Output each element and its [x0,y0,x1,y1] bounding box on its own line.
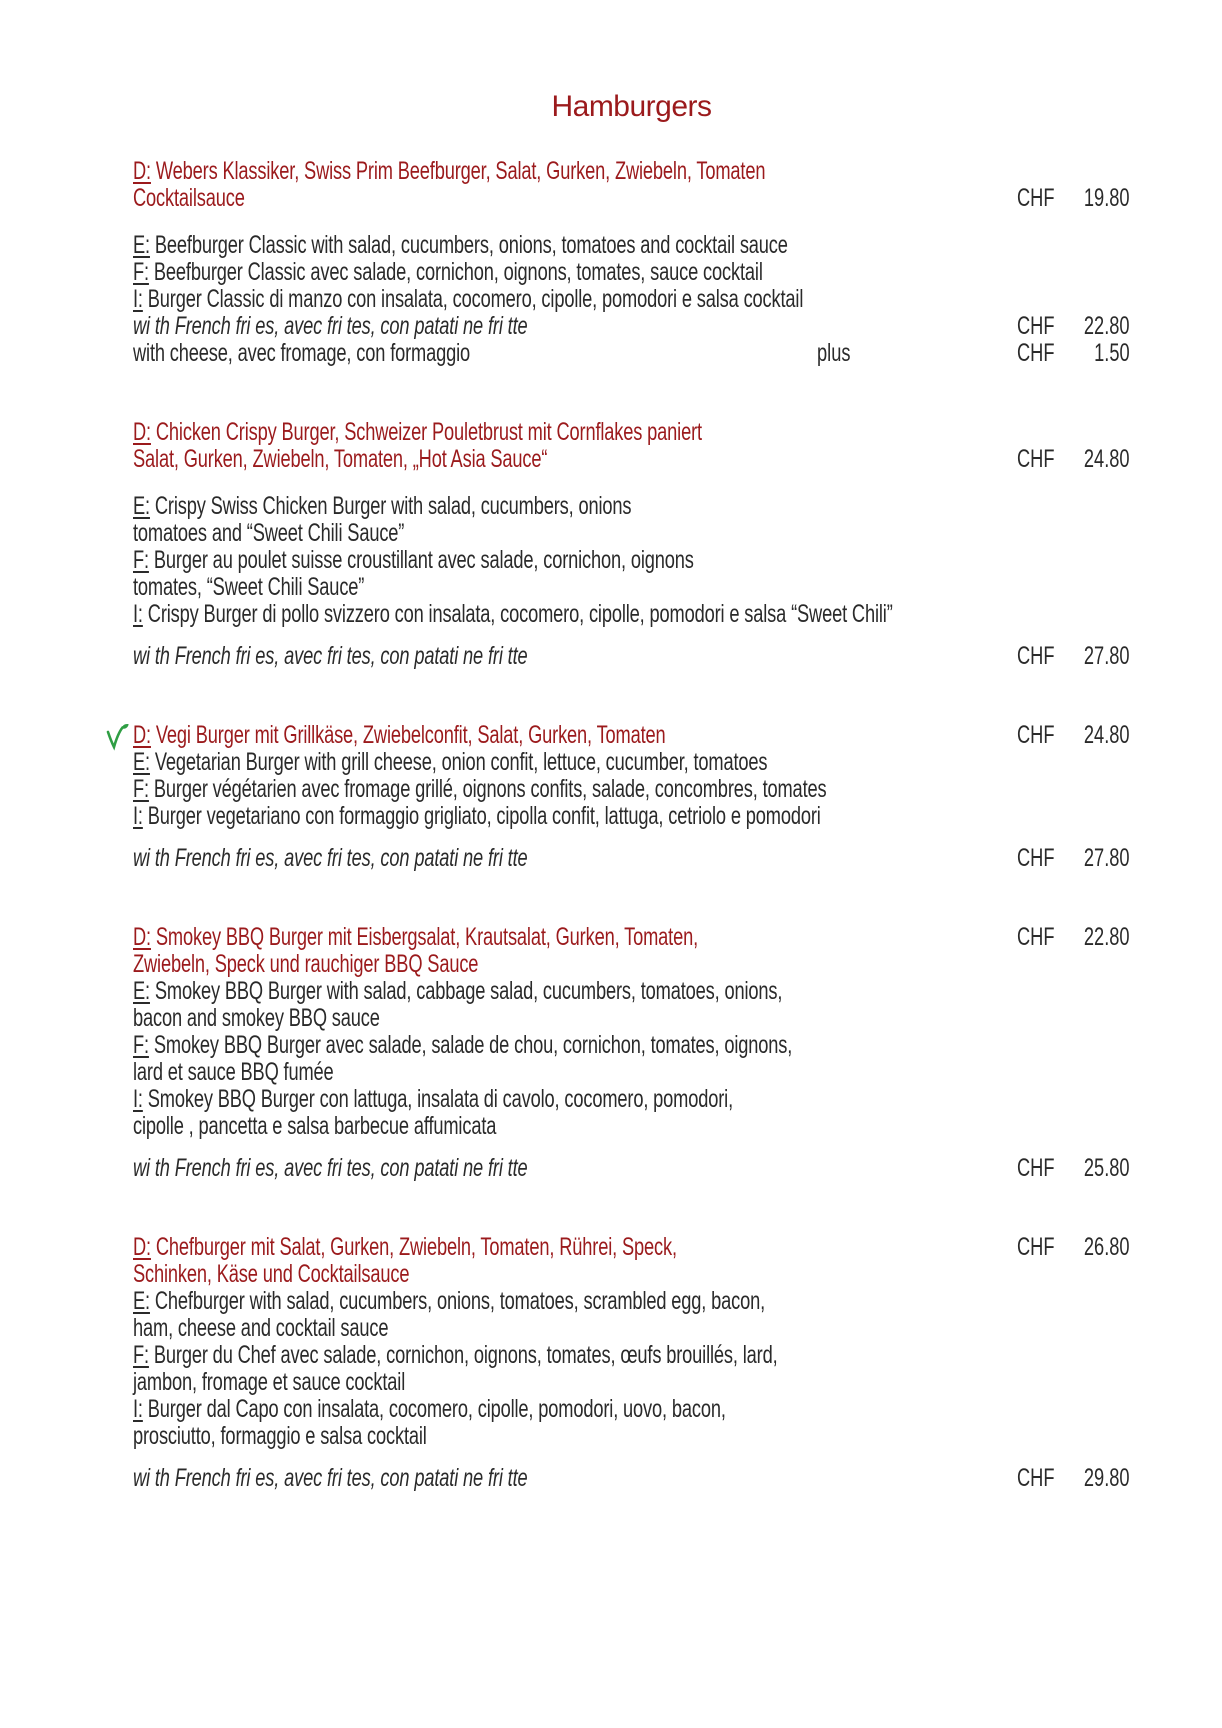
price-amount: 26.80 [1084,1233,1130,1261]
language-prefix: F: [133,775,149,803]
menu-line [133,574,1130,601]
menu-line [133,978,1130,1005]
menu-line-text: I: Crispy Burger di pollo svizzero con insalata, cocomero, cipolle, pomodori e salsa “Sweet Chili” [133,600,893,628]
language-prefix: E: [133,1287,150,1315]
spacer [133,830,1130,845]
spacer [133,628,1130,643]
menu-line [133,1342,1130,1369]
menu-line-text: Salat, Gurken, Zwiebeln, Tomaten, „Hot Asia Sauce“ [133,445,548,473]
currency-label: CHF [1017,312,1055,340]
menu-line [133,520,1130,547]
menu-line-text: D: Chefburger mit Salat, Gurken, Zwiebeln, Tomaten, Rührei, Speck, [133,1233,677,1261]
menu-line-text: wi th French fri es, avec fri tes, con patati ne fri tte [133,844,528,872]
menu-line [133,286,1130,313]
menu-item-2 [133,419,1130,670]
price-amount: 25.80 [1084,1154,1130,1182]
menu-line-text: wi th French fri es, avec fri tes, con patati ne fri tte [133,1464,528,1492]
language-prefix: D: [133,1233,151,1261]
menu-line-text: I: Burger Classic di manzo con insalata, cocomero, cipolle, pomodori e salsa cocktail [133,285,804,313]
menu-line-text: wi th French fri es, avec fri tes, con patati ne fri tte [133,312,528,340]
menu-line [133,1059,1130,1086]
menu-line-text: F: Smokey BBQ Burger avec salade, salade de chou, cornichon, tomates, oignons, [133,1031,793,1059]
currency-label: CHF [1017,642,1055,670]
menu-line [133,1465,1130,1492]
menu-line-text: Schinken, Käse und Cocktailsauce [133,1260,410,1288]
language-prefix: I: [133,600,143,628]
language-prefix: E: [133,492,150,520]
menu-line-text: Cocktailsauce [133,184,245,212]
menu-line [133,845,1130,872]
menu-line-text: jambon, fromage et sauce cocktail [133,1368,406,1396]
menu-line-text: D: Chicken Crispy Burger, Schweizer Pouletbrust mit Cornflakes paniert [133,418,702,446]
menu-line-text: E: Vegetarian Burger with grill cheese, onion confit, lettuce, cucumber, tomatoes [133,748,768,776]
menu-line [133,1086,1130,1113]
menu-line [133,259,1130,286]
price-amount: 22.80 [1084,923,1130,951]
menu-line [133,1369,1130,1396]
language-prefix: I: [133,802,143,830]
language-prefix: E: [133,977,150,1005]
currency-label: CHF [1017,721,1055,749]
menu-line [133,1234,1130,1261]
price-amount: 19.80 [1084,184,1130,212]
currency-label: CHF [1017,1233,1055,1261]
menu-line [133,1315,1130,1342]
menu-line-text: I: Burger dal Capo con insalata, cocomero, cipolle, pomodori, uovo, bacon, [133,1395,726,1423]
spacer [133,1140,1130,1155]
menu-line [133,158,1130,185]
menu-item-5 [133,1234,1130,1492]
menu-line-text: tomatoes and “Sweet Chili Sauce” [133,519,405,547]
menu-line [133,1113,1130,1140]
price-amount: 22.80 [1084,312,1130,340]
menu-line-text: ham, cheese and cocktail sauce [133,1314,389,1342]
menu-line-text: prosciutto, formaggio e salsa cocktail [133,1422,427,1450]
menu-line-text: F: Burger au poulet suisse croustillant avec salade, cornichon, oignons [133,546,694,574]
menu-line [133,1423,1130,1450]
currency-label: CHF [1017,1464,1055,1492]
currency-label: CHF [1017,339,1055,367]
menu-line-text: bacon and smokey BBQ sauce [133,1004,380,1032]
menu-line-text: I: Burger vegetariano con formaggio grigliato, cipolla confit, lattuga, cetriolo e pomodori [133,802,821,830]
menu-item-4 [133,924,1130,1182]
price-amount: 24.80 [1084,445,1130,473]
menu-line [133,1032,1130,1059]
menu-line [133,601,1130,628]
menu-line-text: E: Chefburger with salad, cucumbers, onions, tomatoes, scrambled egg, bacon, [133,1287,766,1315]
menu-line-text: F: Burger du Chef avec salade, cornichon, oignons, tomates, œufs brouillés, lard, [133,1341,778,1369]
price-amount: 1.50 [1094,339,1130,367]
price-amount: 27.80 [1084,642,1130,670]
menu-item-1 [133,158,1130,367]
menu-line [133,547,1130,574]
menu-line [133,1261,1130,1288]
currency-label: CHF [1017,923,1055,951]
currency-label: CHF [1017,1154,1055,1182]
menu-items [133,158,1130,1492]
language-prefix: I: [133,1085,143,1113]
menu-line [133,232,1130,259]
language-prefix: D: [133,721,151,749]
menu-line [133,924,1130,951]
plus-label: plus [817,339,851,367]
menu-line-text: F: Burger végétarien avec fromage grillé, oignons confits, salade, concombres, tomates [133,775,827,803]
language-prefix: I: [133,1395,143,1423]
page-title: Hamburgers [551,90,712,123]
menu-line [133,419,1130,446]
currency-label: CHF [1017,844,1055,872]
language-prefix: F: [133,258,149,286]
language-prefix: D: [133,157,151,185]
menu-line [133,340,1130,367]
menu-line [133,776,1130,803]
language-prefix: I: [133,285,143,313]
language-prefix: F: [133,546,149,574]
menu-line-text: D: Smokey BBQ Burger mit Eisbergsalat, Krautsalat, Gurken, Tomaten, [133,923,699,951]
menu-line [133,1396,1130,1423]
menu-line-text: tomates, “Sweet Chili Sauce” [133,573,365,601]
menu-line-text: with cheese, avec fromage, con formaggio [133,339,471,367]
menu-line [133,493,1130,520]
menu-line [133,749,1130,776]
menu-line-text: cipolle , pancetta e salsa barbecue affumicata [133,1112,497,1140]
menu-line-text: wi th French fri es, avec fri tes, con patati ne fri tte [133,642,528,670]
vegetarian-v-leaf-icon [102,722,132,752]
menu-line [133,1288,1130,1315]
menu-line-text: E: Beefburger Classic with salad, cucumbers, onions, tomatoes and cocktail sauce [133,231,788,259]
menu-line-text: wi th French fri es, avec fri tes, con patati ne fri tte [133,1154,528,1182]
language-prefix: F: [133,1341,149,1369]
menu-line-text: E: Crispy Swiss Chicken Burger with salad, cucumbers, onions [133,492,632,520]
currency-label: CHF [1017,445,1055,473]
menu-content [133,0,1130,1544]
menu-line-text: Zwiebeln, Speck und rauchiger BBQ Sauce [133,950,479,978]
menu-line-text: F: Beefburger Classic avec salade, cornichon, oignons, tomates, sauce cocktail [133,258,763,286]
menu-item-3 [133,722,1130,872]
menu-line [133,951,1130,978]
menu-line-text: lard et sauce BBQ fumée [133,1058,334,1086]
menu-line-text: D: Webers Klassiker, Swiss Prim Beefburger, Salat, Gurken, Zwiebeln, Tomaten [133,157,766,185]
menu-line [133,446,1130,473]
language-prefix: D: [133,418,151,446]
menu-line [133,1155,1130,1182]
language-prefix: E: [133,748,150,776]
language-prefix: F: [133,1031,149,1059]
spacer [133,212,1130,232]
spacer [133,1450,1130,1465]
menu-line [133,313,1130,340]
menu-line [133,803,1130,830]
spacer [133,473,1130,493]
price-amount: 27.80 [1084,844,1130,872]
menu-line [133,185,1130,212]
menu-line-text: E: Smokey BBQ Burger with salad, cabbage salad, cucumbers, tomatoes, onions, [133,977,783,1005]
price-amount: 24.80 [1084,721,1130,749]
menu-line [133,722,1130,749]
menu-line [133,643,1130,670]
language-prefix: D: [133,923,151,951]
menu-line [133,1005,1130,1032]
currency-label: CHF [1017,184,1055,212]
menu-line-text: D: Vegi Burger mit Grillkäse, Zwiebelconfit, Salat, Gurken, Tomaten [133,721,666,749]
language-prefix: E: [133,231,150,259]
price-amount: 29.80 [1084,1464,1130,1492]
menu-line-text: I: Smokey BBQ Burger con lattuga, insalata di cavolo, cocomero, pomodori, [133,1085,734,1113]
